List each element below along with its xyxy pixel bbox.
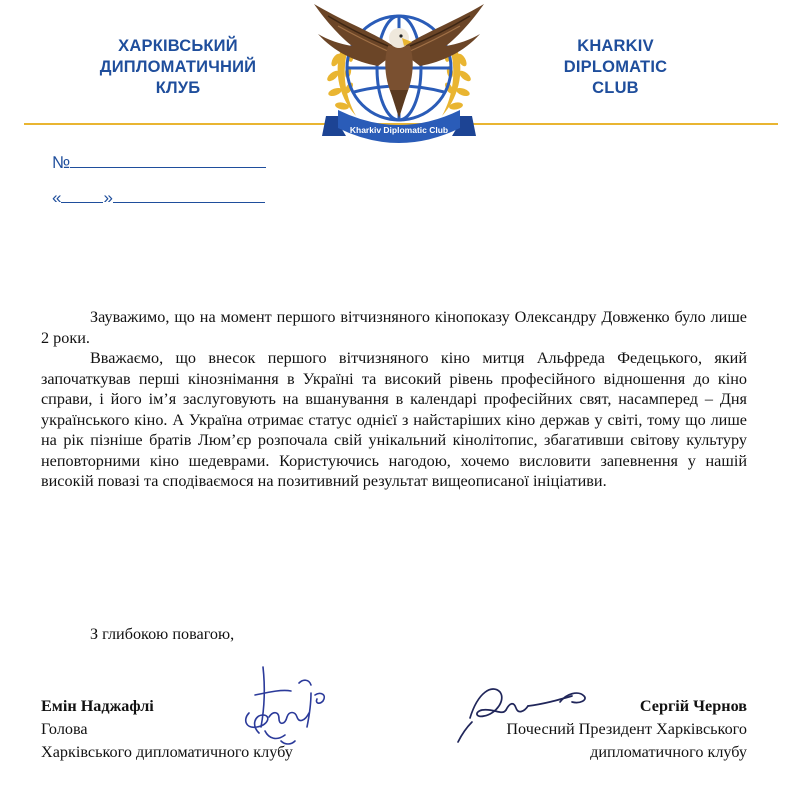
- signatory-left-title-line-2: Харківського дипломатичного клубу: [41, 743, 293, 761]
- org-name-ua: [58, 36, 298, 99]
- reference-number-blank: [70, 153, 266, 168]
- letter-closing: З глибокою повагою,: [90, 625, 235, 643]
- letter-paragraph-2: Вважаємо, що внесок першого вітчизняного кіно митця Альфреда Федецького, який започаткував перші кінознімання в Україні та високий рівень професійного відношення до кіно справи, і його ім’я заслуговують на вшанування в календарі професійних свят, насамперед – Дня українського кіно. А Україна отримає статус однієї з найстаріших кіно держав у світі, тому що лише на рік пізніше братів Люм’єр розпочала свій унікальний кінолітопис, збагативши світову культуру неповторними кіно шедеврами. Користуючись нагодою, хочемо висловити запевнення у нашій високій повазі та сподіваємося на позитивний результат вищеописаної ініціативи.: [41, 349, 747, 490]
- reference-date-close-quote: »: [103, 188, 113, 207]
- signatory-left-title-line-1: Голова: [41, 720, 88, 738]
- org-name-ua-line-1: ХАРКІВСЬКИЙ: [118, 37, 238, 55]
- handwritten-signature-right: [448, 672, 608, 752]
- club-emblem-logo: [308, 0, 490, 152]
- org-name-en-line-1: KHARKIV: [577, 37, 654, 55]
- org-name-en-line-3: CLUB: [592, 79, 639, 97]
- org-name-en-line-2: DIPLOMATIC: [563, 58, 668, 76]
- emblem-banner-text: Kharkiv Diplomatic Club: [349, 125, 449, 135]
- signatory-right-title-line-2: дипломатичного клубу: [590, 743, 747, 761]
- reference-date-open-quote: «: [52, 188, 62, 207]
- signatory-right-name: Сергій Чернов: [639, 697, 747, 715]
- org-name-ua-line-3: КЛУБ: [155, 79, 201, 97]
- reference-number-field: [52, 153, 266, 173]
- org-name-en: [513, 36, 718, 99]
- reference-day-blank: [61, 188, 103, 203]
- handwritten-signature-left: [225, 655, 340, 755]
- letter-paragraph-1: Зауважимо, що на момент першого вітчизняного кінопоказу Олександру Довженко було лише 2 роки.: [41, 308, 747, 347]
- reference-month-blank: [113, 188, 265, 203]
- letter-body: [41, 307, 747, 492]
- signatory-left-name: Емін Наджафлі: [41, 697, 154, 715]
- reference-date-field: [52, 188, 265, 208]
- reference-number-prefix: №: [52, 153, 71, 172]
- signatory-right-title-line-1: Почесний Президент Харківського: [506, 720, 747, 738]
- org-name-ua-line-2: ДИПЛОМАТИЧНИЙ: [99, 58, 257, 76]
